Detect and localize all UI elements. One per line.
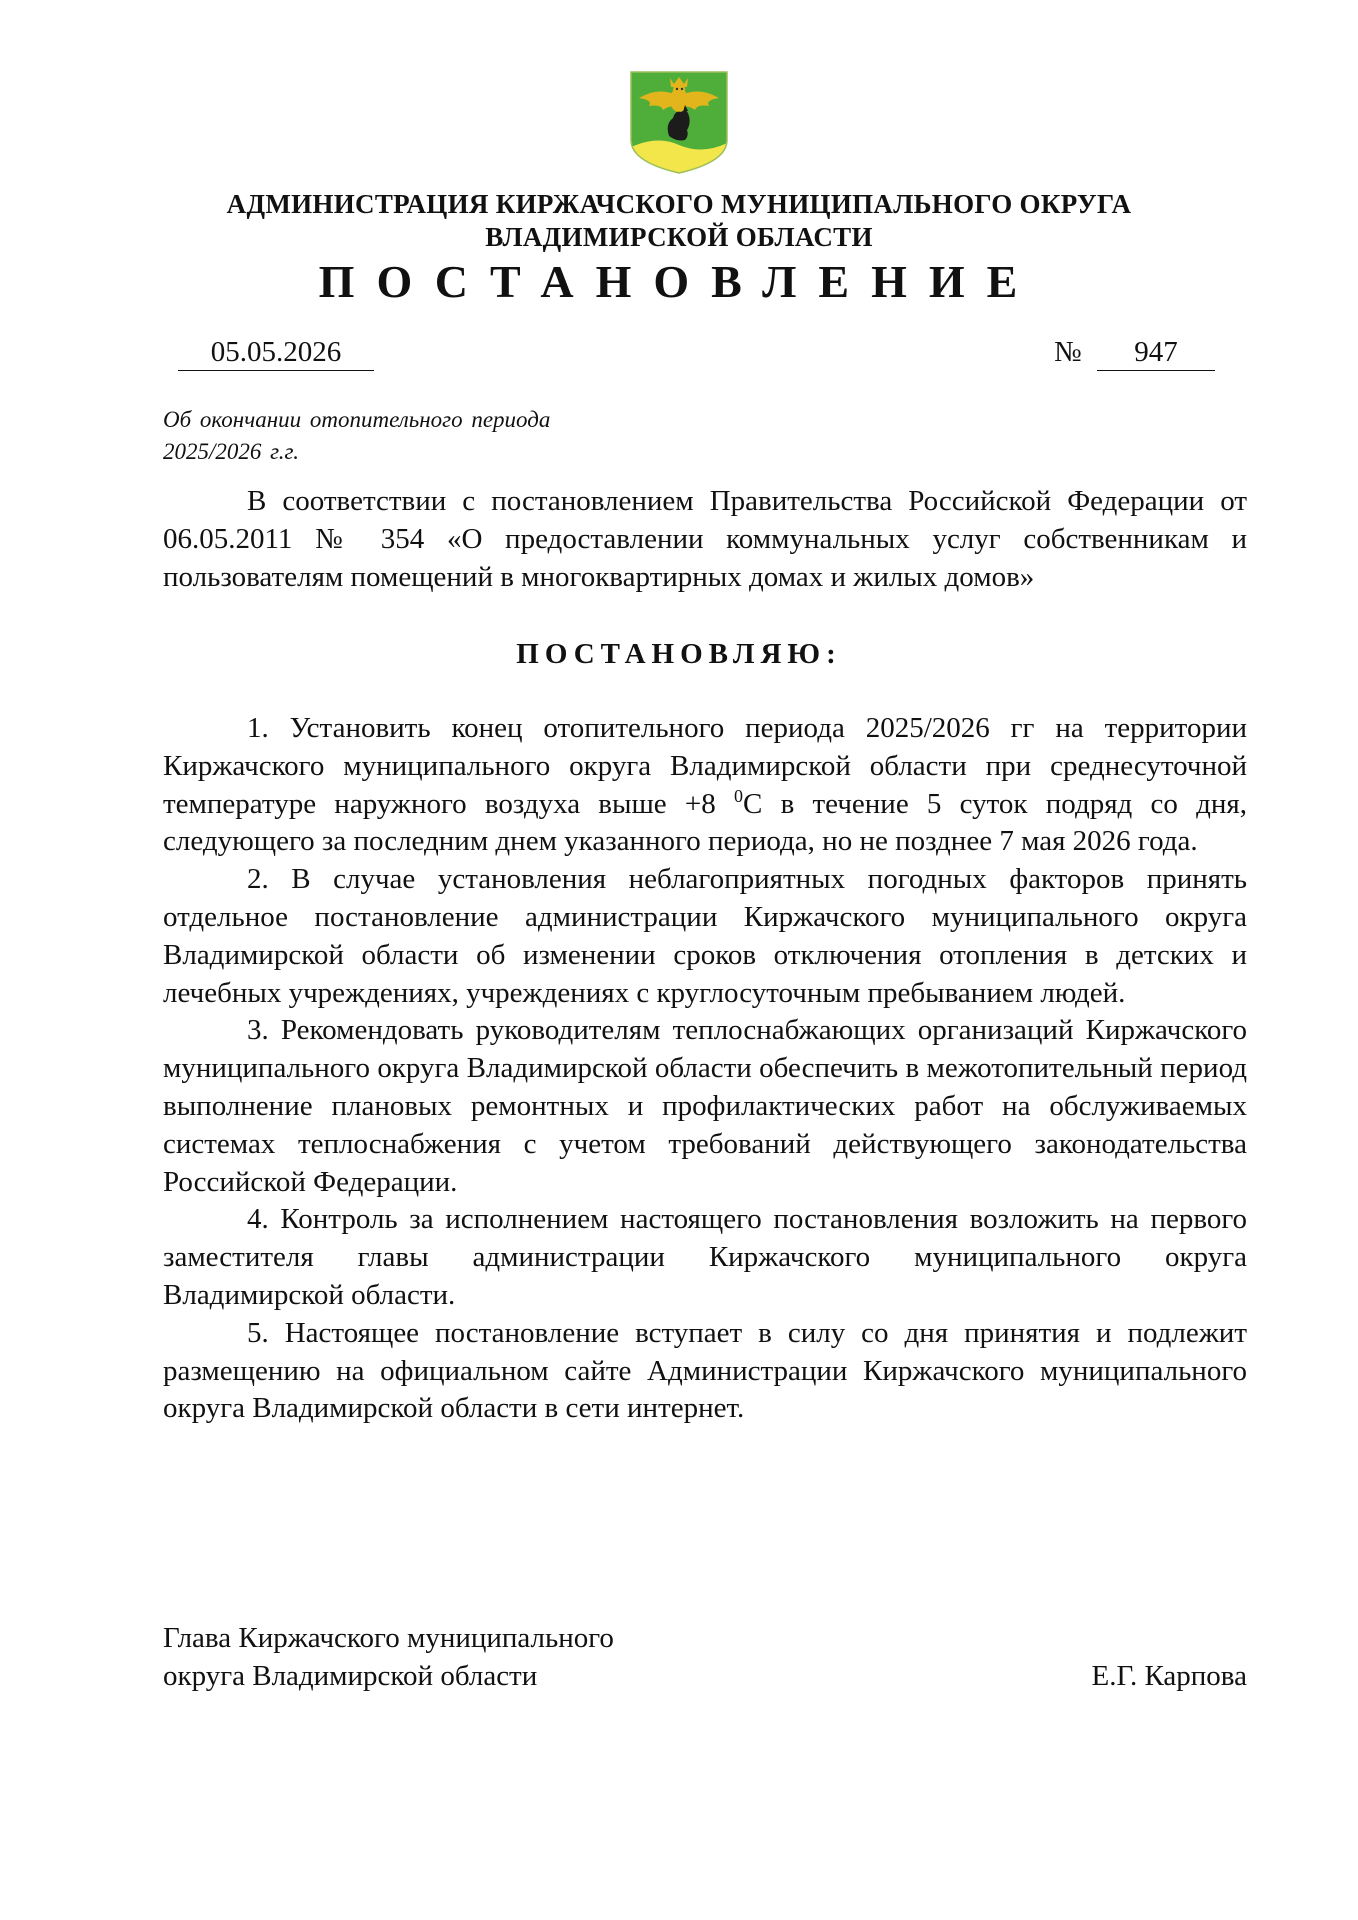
signatory-position-line1: Глава Киржачского муниципального	[163, 1622, 614, 1654]
document-number-label: №	[1054, 336, 1082, 368]
coat-of-arms-emblem	[625, 70, 733, 175]
document-date: 05.05.2026	[178, 334, 374, 371]
decree-item-3: 3. Рекомендовать руководителям теплоснабжающих организаций Киржачского муниципального округа Владимирской области обеспечить в межотопительный период выполнение плановых ремонтных и профилактических работ на обслуживаемых системах теплоснабжения с учетом требований действующего законодательства Российской Федерации.	[163, 1014, 1247, 1198]
decree-item-1-part2: С в течение 5 суток подряд со дня, следующего за последним днем указанного периода, но не позднее 7 мая 2026 года.	[163, 787, 1247, 858]
signatory-position	[163, 1619, 614, 1695]
preamble	[163, 483, 1247, 596]
decree-heading: ПОСТАНОВЛЯЮ:	[516, 638, 842, 670]
decree-item-4: 4. Контроль за исполнением настоящего постановления возложить на первого заместителя главы администрации Киржачского муниципального округа Владимирской области.	[163, 1203, 1247, 1311]
decree-items	[163, 710, 1247, 1428]
decree-item-1-part1: 1. Установить конец отопительного периода 2025/2026 гг на территории Киржачского муниципального округа Владимирской области при среднесуточной температуре наружного воздуха выше +8	[163, 712, 1247, 820]
organization-name-line1: АДМИНИСТРАЦИЯ КИРЖАЧСКОГО МУНИЦИПАЛЬНОГО ОКРУГА	[226, 189, 1132, 219]
signatory-name: Е.Г. Карпова	[1091, 1660, 1247, 1692]
signatory-position-line2: округа Владимирской области	[163, 1660, 538, 1692]
decree-item-2: 2. В случае установления неблагоприятных погодных факторов принять отдельное постановление администрации Киржачского муниципального округа Владимирской области об изменении сроков отключения отопления в детских и лечебных учреждениях, учреждениях с круглосуточным пребыванием людей.	[163, 863, 1247, 1009]
subject-line1: Об окончании отопительного периода	[163, 407, 551, 432]
document-type-title: ПОСТАНОВЛЕНИЕ	[318, 256, 1040, 307]
document-number: 947	[1097, 334, 1215, 371]
decree-item-1	[163, 710, 1247, 861]
preamble-text: В соответствии с постановлением Правительства Российской Федерации от 06.05.2011 № 354 «О предоставлении коммунальных услуг собственникам и пользователям помещений в многоквартирных домах и жилых домов»	[163, 485, 1247, 593]
organization-name-line2: ВЛАДИМИРСКОЙ ОБЛАСТИ	[485, 222, 873, 252]
decree-item-5: 5. Настоящее постановление вступает в силу со дня принятия и подлежит размещению на официальном сайте Администрации Киржачского муниципального округа Владимирской области в сети интернет.	[163, 1316, 1247, 1425]
degree-superscript: 0	[734, 785, 743, 806]
subject-line2: 2025/2026 г.г.	[163, 439, 299, 464]
document-subject	[163, 404, 550, 468]
